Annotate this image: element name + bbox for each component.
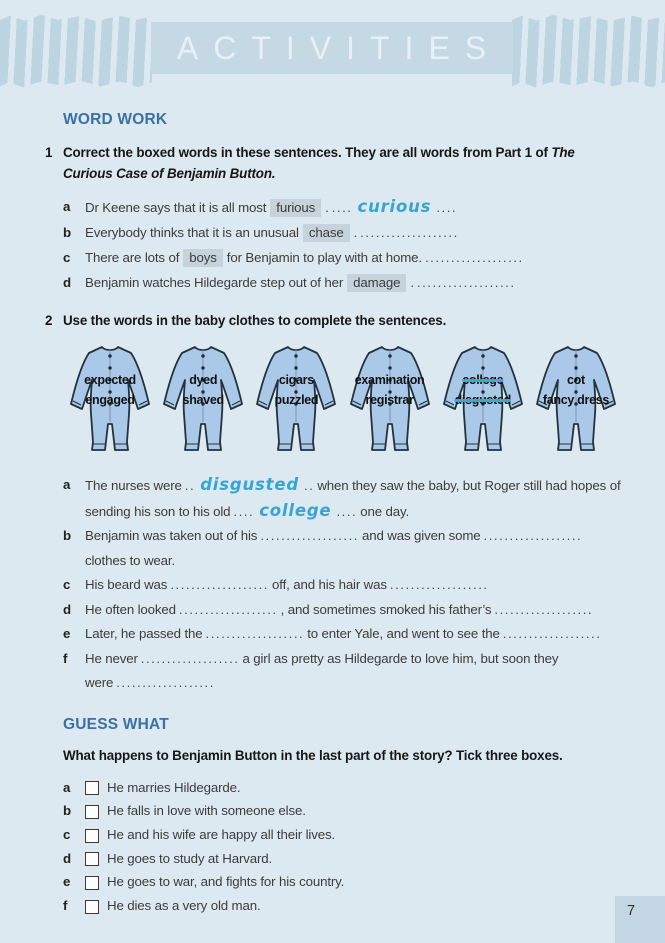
clothes-word: shaved (182, 393, 224, 407)
sentence (85, 220, 625, 245)
sentence-item (63, 270, 625, 295)
page-content (0, 111, 665, 918)
blank-dots: ................... (502, 626, 602, 641)
checkbox (85, 852, 99, 866)
tick-box-label: He and his wife are happy all their lives. (107, 826, 335, 842)
tick-box-item (63, 799, 625, 823)
sentence (85, 245, 625, 270)
clothes-word: puzzled (274, 393, 319, 407)
sentence-text: Everybody thinks that it is an unusual (85, 225, 299, 240)
blank-dots: ................... (260, 528, 360, 543)
sentence (85, 473, 625, 524)
blank-dots: ................... (140, 650, 240, 666)
blank-dots: ................... (494, 601, 594, 617)
sentence (85, 647, 625, 696)
sentence-item (63, 194, 625, 220)
clothes-word: disgusted (454, 393, 511, 407)
boxed-word: boys (183, 249, 223, 267)
tick-box-label: He falls in love with someone else. (107, 803, 306, 819)
item-letter: a (63, 199, 71, 214)
sentence-text: There are lots of (85, 250, 180, 265)
tick-box-label: He goes to study at Harvard. (107, 850, 273, 866)
blank-dots: ................... (360, 225, 459, 240)
blank-dots: .... (233, 503, 255, 519)
tick-box-item (63, 776, 625, 800)
sentence-item (63, 573, 625, 598)
blank-dots: .. (303, 478, 315, 493)
checkbox (85, 781, 99, 795)
clothes-word: examination (354, 373, 425, 387)
baby-clothes-figure (158, 339, 248, 461)
checkbox (85, 829, 99, 843)
baby-clothes-figure (251, 339, 341, 461)
blank-dots: ................... (389, 577, 489, 592)
sentence-text: clothes to wear. (85, 552, 175, 568)
sentence-text: His beard was (85, 577, 168, 592)
sentence-text: Benjamin was taken out of his (85, 528, 258, 543)
item-letter: d (63, 850, 71, 866)
blank-dots: ................... (205, 626, 305, 641)
sentence-text: , and sometimes smoked his father’s (280, 601, 492, 617)
blank-dots: .... (436, 200, 458, 215)
sentence-text: when they saw the baby, but Roger still had hopes of sending his son to his old (85, 478, 621, 519)
boxed-word: damage (347, 274, 406, 292)
blank-dots: ................... (178, 601, 278, 617)
exercise-instruction-text: Use the words in the baby clothes to complete the sentences. (63, 313, 447, 328)
item-letter: e (63, 874, 71, 890)
sentence-text: . (353, 225, 358, 240)
sentence-item (63, 524, 625, 573)
item-letter: e (63, 626, 71, 641)
item-letter: c (63, 826, 71, 842)
sentence-text: to enter Yale, and went to see the (307, 626, 500, 641)
exercise-2-instruction (45, 310, 625, 331)
section-heading-guess-what: GUESS WHAT (63, 715, 169, 733)
item-letter: d (63, 601, 71, 617)
baby-clothes-figure (65, 339, 155, 461)
blank-dots: ................... (424, 250, 524, 265)
exercise-1-instruction (45, 142, 625, 184)
sentence-text: Dr Keene says that it is all most (85, 200, 267, 215)
sentence-text: . (325, 200, 329, 215)
page-title: ACTIVITIES (151, 22, 513, 74)
sentence (85, 194, 625, 220)
item-letter: f (63, 898, 68, 914)
sentence-text: a girl as pretty as Hildegarde to love him, but soon they were (85, 650, 559, 690)
sentence (85, 524, 625, 573)
baby-clothes-figure (438, 339, 528, 461)
sentence-item (63, 245, 625, 270)
sentence-text: Benjamin watches Hildegarde step out of her (85, 275, 344, 290)
clothes-word: cigars (278, 373, 314, 387)
tick-box-item (63, 894, 625, 918)
exercise-1-items (63, 194, 625, 295)
item-letter: b (63, 528, 71, 543)
instruction-book-title: The Curious Case of Benjamin Button. (63, 145, 575, 181)
sentence (85, 598, 625, 623)
guess-what-question: What happens to Benjamin Button in the last part of the story? Tick three boxes. (63, 747, 563, 763)
sentence-text: Later, he passed the (85, 626, 203, 641)
boxed-word: chase (303, 224, 350, 242)
clothes-word: dyed (189, 373, 218, 387)
blank-dots: .... (336, 503, 358, 519)
blank-dots: ................... (116, 675, 215, 690)
sentence (85, 573, 625, 598)
checkbox (85, 805, 99, 819)
item-letter: b (63, 803, 71, 819)
tick-box-label: He marries Hildegarde. (107, 779, 241, 795)
blank-dots: ................... (416, 275, 516, 290)
handwritten-answer: curious (357, 197, 432, 216)
page-number: 7 (627, 903, 636, 919)
item-letter: b (63, 225, 71, 240)
sentence-item (63, 598, 625, 623)
sentence-text: off, and his hair was (272, 577, 387, 592)
exercise-number: 2 (45, 313, 53, 328)
blank-dots: .. (184, 478, 196, 493)
sentence-text: for Benjamin to play with at home. (226, 250, 422, 265)
checkbox (85, 900, 99, 914)
clothes-word: expected (84, 373, 136, 387)
page-header (0, 14, 665, 88)
zigzag-pattern-left (0, 14, 152, 88)
sentence-item (63, 647, 625, 696)
sentence-text: He never (85, 650, 138, 666)
checkbox (85, 876, 99, 890)
tick-box-item (63, 870, 625, 894)
sentence-item (63, 220, 625, 245)
sentence-text: The nurses were (85, 478, 182, 493)
item-letter: a (63, 477, 71, 492)
guess-what-items (63, 776, 625, 918)
clothes-word: college (462, 373, 504, 387)
clothes-word: registrar (365, 393, 414, 407)
boxed-word: furious (270, 199, 321, 217)
exercise-number: 1 (45, 145, 53, 160)
blank-dots: .... (331, 200, 353, 215)
item-letter: d (63, 275, 71, 290)
baby-clothes-word-bank (65, 339, 621, 461)
baby-clothes-figure (345, 339, 435, 461)
sentence-text: one day. (360, 503, 410, 519)
exercise-instruction-text (63, 142, 625, 184)
clothes-word: fancy dress (542, 393, 610, 407)
sentence-text: and was given some (362, 528, 481, 543)
sentence-text: He often looked (85, 601, 176, 617)
tick-box-item (63, 823, 625, 847)
item-letter: a (63, 779, 71, 795)
blank-dots: ................... (483, 528, 583, 543)
sentence (85, 622, 625, 647)
handwritten-answer: disgusted (200, 475, 299, 494)
blank-dots: ................... (170, 577, 270, 592)
zigzag-pattern-right (512, 14, 665, 88)
clothes-word: engaged (85, 393, 135, 407)
item-letter: f (63, 650, 68, 666)
tick-box-label: He goes to war, and fights for his country. (107, 874, 345, 890)
section-heading-word-work: WORD WORK (63, 111, 168, 128)
page-number-tab (615, 896, 665, 943)
sentence (85, 270, 625, 295)
sentence-text: . (410, 275, 414, 290)
sentence-item (63, 622, 625, 647)
handwritten-answer: college (259, 500, 332, 520)
instruction-plain: Correct the boxed words in these sentences. They are all words from Part 1 of (63, 145, 548, 160)
exercise-2-items (63, 473, 625, 696)
tick-box-label: He dies as a very old man. (107, 898, 261, 914)
clothes-word: cot (567, 373, 585, 387)
sentence-item (63, 473, 625, 524)
baby-clothes-figure (531, 339, 621, 461)
item-letter: c (63, 250, 71, 265)
tick-box-item (63, 847, 625, 871)
item-letter: c (63, 577, 71, 592)
